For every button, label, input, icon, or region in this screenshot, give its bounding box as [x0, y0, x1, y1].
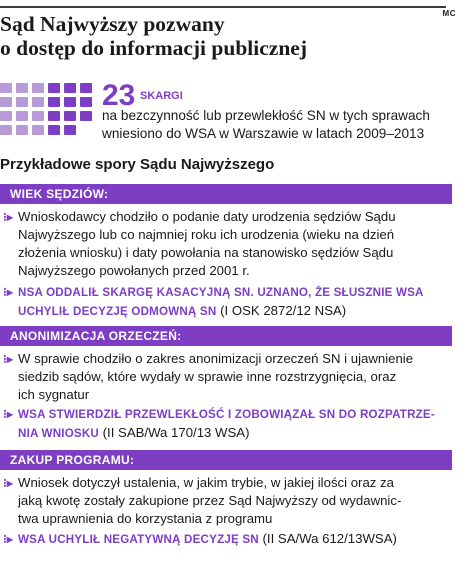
complaint-count-number: 23 [102, 79, 136, 112]
section-subheading: Przykładowe spory Sądu Najwyższego [0, 156, 275, 173]
section-heading-anonymization: ANONIMIZACJA ORZECZEŃ: [0, 326, 452, 346]
bullet-icon: ⁝▸ [3, 476, 13, 490]
complaint-block [48, 97, 60, 107]
section-body-software-purchase: Wniosek dotyczył ustalenia, w jakim trybie, w jakiej ilości oraz za jaką kwotę zostały zakupione przez Sąd Najwyższy od wydawnic- twa uprawnienia do korzystania z programu [18, 475, 402, 526]
complaint-block [32, 125, 44, 135]
verdict-software-purchase: WSA UCHYLIŁ NEGATYWNĄ DECYZJĘ SN (II SA/Wa 612/13WSA) [18, 531, 397, 546]
bullet-icon: ⁝▸ [3, 210, 13, 224]
complaint-block [0, 111, 12, 121]
complaint-block [48, 125, 60, 135]
verdict-judges-age: NSA ODDALIŁ SKARGĘ KASACYJNĄ SN. UZNANO, ŻE SŁUSZNIE WSA UCHYLIŁ DECYZJĘ ODMOWNĄ SN (I OSK 2872/12 NSA) [18, 286, 424, 318]
complaint-count-pictogram [0, 83, 90, 135]
complaint-block [80, 97, 92, 107]
section-body-anonymization: W sprawie chodziło o zakres anonimizacji orzeczeń SN i ujawnienie siedzib sądów, które wydały w sprawie inne rozstrzygnięcia, oraz ich sygnatur [18, 351, 414, 402]
bullet-icon: ⁝▸ [3, 407, 13, 421]
complaint-block [16, 111, 28, 121]
complaint-block [0, 97, 12, 107]
section-heading-software-purchase: ZAKUP PROGRAMU: [0, 450, 452, 470]
title-line-2: o dostęp do informacji publicznej [0, 36, 307, 60]
complaint-block [16, 83, 28, 93]
complaint-block [64, 83, 76, 93]
complaint-block [64, 125, 76, 135]
title-line-1: Sąd Najwyższy pozwany [0, 12, 225, 36]
complaint-block [64, 111, 76, 121]
stat-description-line-2: wniesiono do WSA w Warszawie w latach 2009–2013 [102, 126, 425, 141]
bullet-icon: ⁝▸ [3, 352, 13, 366]
complaint-count-unit: SKARGI [140, 90, 183, 102]
case-reference: (II SA/Wa 612/13WSA) [258, 531, 397, 546]
complaint-block [32, 97, 44, 107]
section-body-judges-age: Wnioskodawcy chodziło o podanie daty urodzenia sędziów Sądu Najwyższego lub co najmniej roku ich urodzenia (wieku na dzień złożenia wniosku) i daty powołania na stanowisko sędziów Sądu Najwyższego powołanych przed 2001 r. [18, 209, 396, 278]
verdict-anonymization: WSA STWIERDZIŁ PRZEWLEKŁOŚĆ I ZOBOWIĄZAŁ SN DO ROZPATRZE- NIA WNIOSKU (II SAB/Wa 170/13 WSA) [18, 408, 435, 440]
top-rule [0, 6, 446, 8]
page-title [0, 12, 440, 60]
complaint-block [48, 111, 60, 121]
complaint-block [0, 83, 12, 93]
complaint-block [32, 83, 44, 93]
case-reference: (II SAB/Wa 170/13 WSA) [99, 425, 250, 440]
case-reference: (I OSK 2872/12 NSA) [216, 303, 347, 318]
author-initials: MC [442, 9, 456, 18]
complaint-block [16, 97, 28, 107]
complaint-block [16, 125, 28, 135]
stat-description-line-1: na bezczynność lub przewlekłość SN w tych sprawach [102, 108, 430, 123]
complaint-block [64, 97, 76, 107]
complaint-block [80, 83, 92, 93]
complaint-block [32, 111, 44, 121]
bullet-icon: ⁝▸ [3, 532, 13, 546]
section-heading-judges-age: WIEK SĘDZIÓW: [0, 184, 452, 204]
complaint-block [48, 83, 60, 93]
complaint-block [0, 125, 12, 135]
complaint-block [80, 111, 92, 121]
bullet-icon: ⁝▸ [3, 285, 13, 299]
